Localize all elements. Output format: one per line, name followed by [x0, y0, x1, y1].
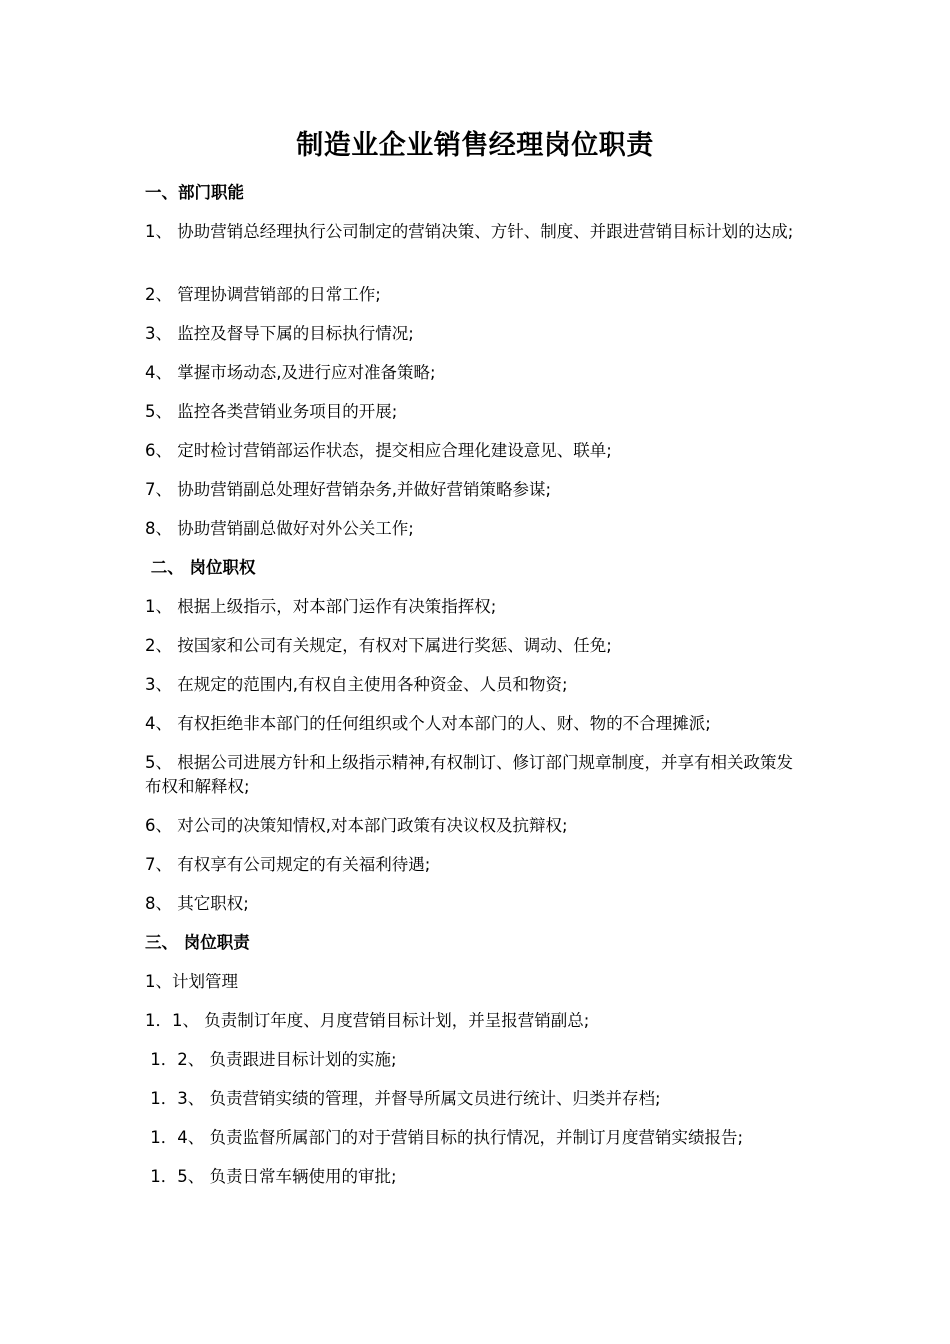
paragraph: 1．4、 负责监督所属部门的对于营销目标的执行情况，并制订月度营销实绩报告;: [145, 1128, 744, 1147]
subsection-heading: 1、计划管理: [145, 972, 238, 991]
paragraph: 1、 协助营销总经理执行公司制定的营销决策、方针、制度、并跟进营销目标计划的达成;: [145, 222, 794, 241]
paragraph: 7、 有权享有公司规定的有关福利待遇;: [145, 855, 431, 874]
paragraph: 1．2、 负责跟进目标计划的实施;: [145, 1050, 397, 1069]
paragraph: 1．1、 负责制订年度、月度营销目标计划，并呈报营销副总;: [145, 1011, 590, 1030]
paragraph: 8、 其它职权;: [145, 894, 249, 913]
paragraph: 6、 对公司的决策知情权,对本部门政策有决议权及抗辩权;: [145, 816, 568, 835]
paragraph: 2、 管理协调营销部的日常工作;: [145, 285, 381, 304]
paragraph: 4、 有权拒绝非本部门的任何组织或个人对本部门的人、财、物的不合理摊派;: [145, 714, 711, 733]
paragraph: 1．5、 负责日常车辆使用的审批;: [145, 1167, 397, 1186]
paragraph: 2、 按国家和公司有关规定，有权对下属进行奖惩、调动、任免;: [145, 636, 612, 655]
paragraph: 7、 协助营销副总处理好营销杂务,并做好营销策略参谋;: [145, 480, 552, 499]
document-title: 制造业企业销售经理岗位职责: [296, 130, 654, 161]
section-heading-position-duties: 三、 岗位职责: [145, 933, 250, 952]
section-heading-department-functions: 一、部门职能: [145, 183, 244, 202]
section-heading-position-authority: 二、 岗位职权: [145, 558, 256, 577]
paragraph: 1、 根据上级指示，对本部门运作有决策指挥权;: [145, 597, 497, 616]
paragraph: 5、 监控各类营销业务项目的开展;: [145, 402, 398, 421]
paragraph: 3、 监控及督导下属的目标执行情况;: [145, 324, 414, 343]
paragraph: 1．3、 负责营销实绩的管理，并督导所属文员进行统计、归类并存档;: [145, 1089, 661, 1108]
paragraph: 4、 掌握市场动态,及进行应对准备策略;: [145, 363, 436, 382]
paragraph: 8、 协助营销副总做好对外公关工作;: [145, 519, 414, 538]
paragraph: 3、 在规定的范围内,有权自主使用各种资金、人员和物资;: [145, 675, 568, 694]
paragraph: 5、 根据公司进展方针和上级指示精神,有权制订、修订部门规章制度，并享有相关政策发布权和解释权;: [145, 753, 793, 796]
paragraph: 6、 定时检讨营销部运作状态，提交相应合理化建设意见、联单;: [145, 441, 612, 460]
